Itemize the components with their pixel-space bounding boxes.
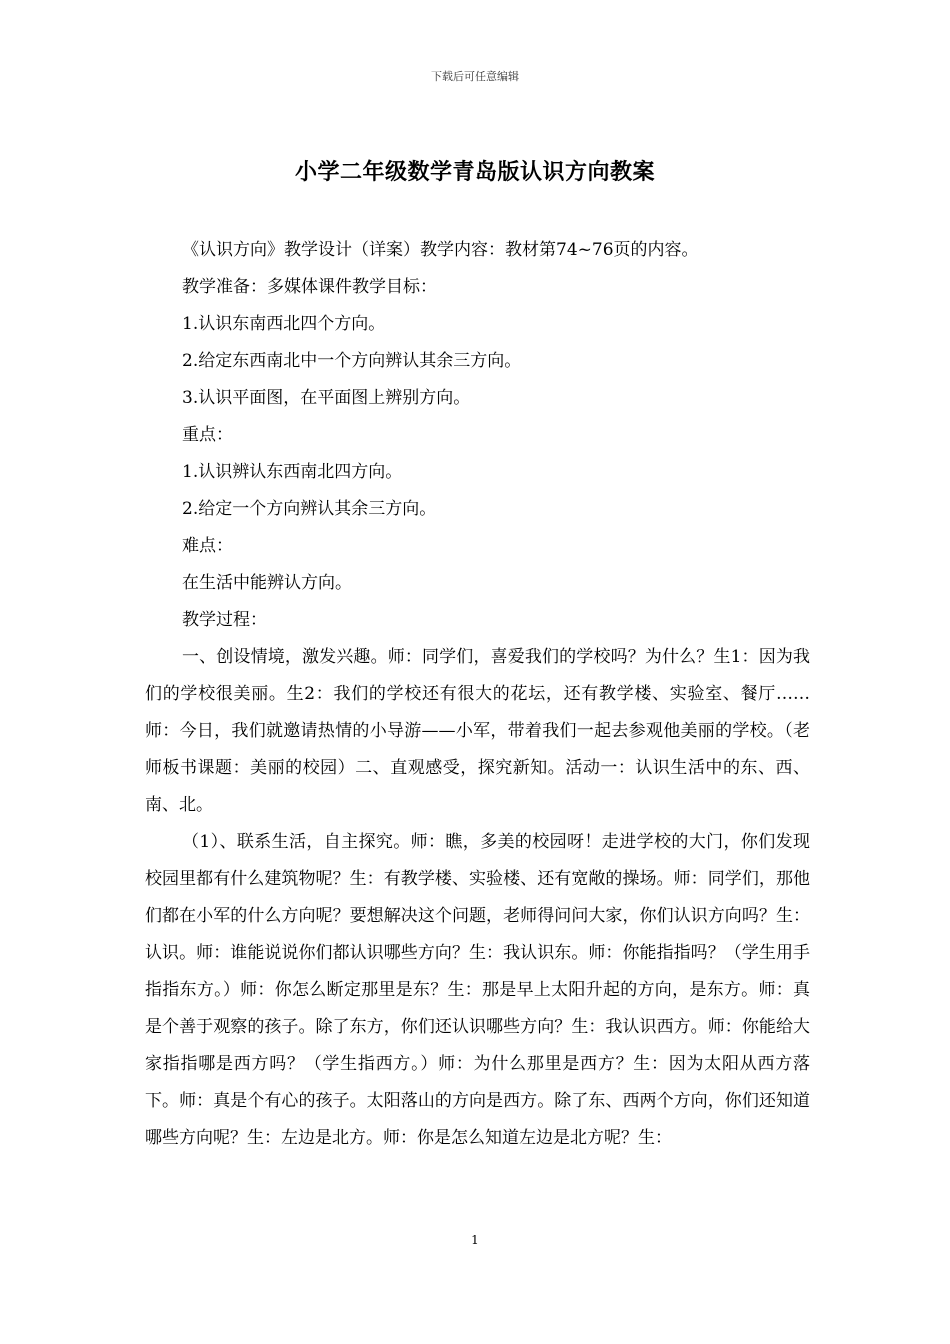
paragraph-key-point-1: 1.认识辨认东西南北四方向。	[182, 462, 403, 482]
paragraph-process-part-2: （1）、联系生活，自主探究。师：瞧，多美的校园呀！走进学校的大门，你们发现校园里都有什么建筑物呢？生：有教学楼、实验楼、还有宽敞的操场。师：同学们，那他们都在小军的什么方向呢？要想解决这个问题，老师得问问大家，你们认识方向吗？生：认识。师：谁能说说你们都认识哪些方向？生：我认识东。师：你能指指吗？（学生用手指指东方。）师：你怎么断定那里是东？生：那是早上太阳升起的方向，是东方。师：真是个善于观察的孩子。除了东方，你们还认识哪些方向？生：我认识西方。师：你能给大家指指哪是西方吗？（学生指西方。）师：为什么那里是西方？生：因为太阳从西方落下。师：真是个有心的孩子。太阳落山的方向是西方。除了东、西两个方向，你们还知道哪些方向呢？生：左边是北方。师：你是怎么知道左边是北方呢？生：	[145, 832, 810, 1148]
paragraph-process-heading: 教学过程：	[182, 610, 267, 630]
paragraph-difficulty-heading: 难点：	[182, 536, 233, 556]
paragraph-difficulty: 在生活中能辨认方向。	[182, 573, 352, 593]
paragraph-key-points-heading: 重点：	[182, 425, 233, 445]
page-header-note: 下载后可任意编辑	[431, 70, 519, 83]
paragraph-goal-3: 3.认识平面图，在平面图上辨别方向。	[182, 388, 471, 408]
document-title: 小学二年级数学青岛版认识方向教案	[294, 160, 655, 185]
document-body	[145, 232, 810, 1157]
paragraph-preparation: 教学准备：多媒体课件教学目标：	[182, 277, 437, 297]
page-number: 1	[471, 1233, 479, 1247]
paragraph-lesson-intro: 《认识方向》教学设计（详案）教学内容：教材第74~76页的内容。	[182, 240, 699, 260]
paragraph-key-point-2: 2.给定一个方向辨认其余三方向。	[182, 499, 437, 519]
paragraph-process-part-1: 一、创设情境，激发兴趣。师：同学们，喜爱我们的学校吗？为什么？生1：因为我们的学校很美丽。生2：我们的学校还有很大的花坛，还有教学楼、实验室、餐厅……师：今日，我们就邀请热情的小导游——小军，带着我们一起去参观他美丽的学校。（老师板书课题：美丽的校园）二、直观感受，探究新知。活动一：认识生活中的东、西、南、北。	[145, 647, 810, 815]
paragraph-goal-1: 1.认识东南西北四个方向。	[182, 314, 386, 334]
paragraph-goal-2: 2.给定东西南北中一个方向辨认其余三方向。	[182, 351, 522, 371]
